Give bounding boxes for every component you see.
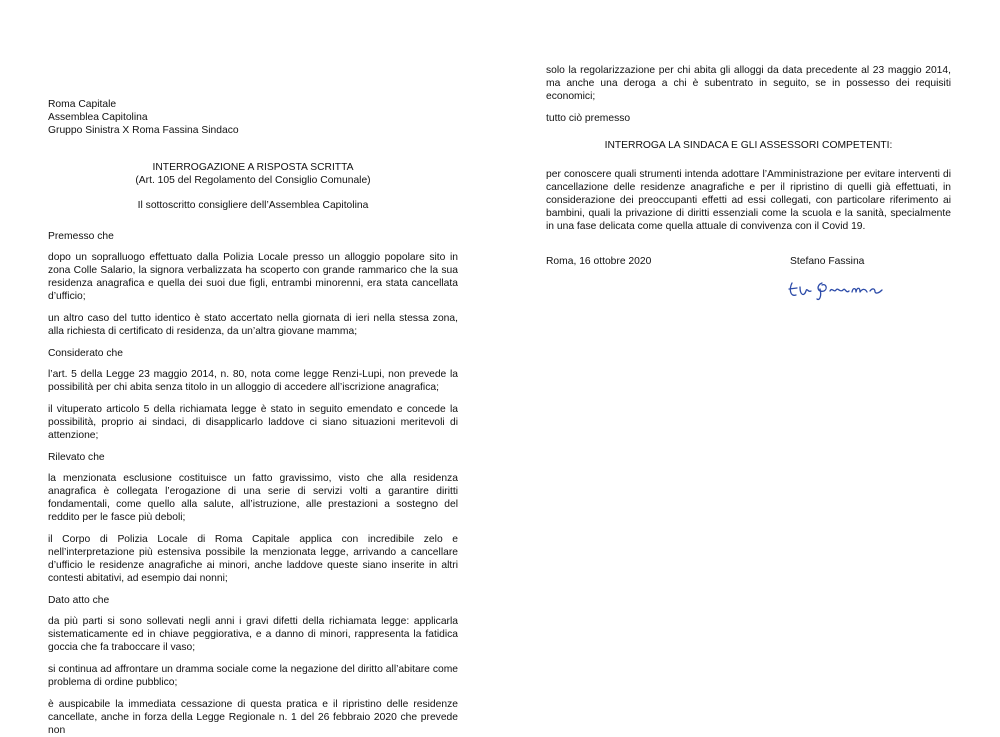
document-subtitle: (Art. 105 del Regolamento del Consiglio Comunale) — [135, 175, 371, 186]
signer-intro: Il sottoscritto consigliere dell’Assemblea Capitolina — [137, 200, 369, 211]
document-title-block — [48, 161, 458, 212]
rilevato-paragraph-1: la menzionata esclusione costituisce un fatto gravissimo, visto che alla residenza anagrafica è collegata l’erogazione di una serie di servizi volti a garantire diritti fondamentali, come quello alla salute, all’istruzione, alle prestazioni a sostegno del reddito per le fasce più deboli; — [48, 473, 458, 523]
request-paragraph: per conoscere quali strumenti intenda adottare l’Amministrazione per evitare interventi di cancellazione delle residenze anagrafiche e per il ripristino di quelli già effettuati, in considerazione dei preoccupanti effetti ad essi collegati, con particolare riferimento ai bambini, quali la privazione di diritti essenziali come la scuola e la sanità, specialmente in una fase delicata come quella attuale di convivenza con il Covid 19. — [546, 169, 951, 232]
heading-dato-atto: Dato atto che — [48, 595, 110, 606]
considerato-paragraph-2: il vituperato articolo 5 della richiamata legge è stato in seguito emendato e concede la possibilità, proprio ai sindaci, di disapplicarlo laddove ci siano situazioni meritevoli di attenzione; — [48, 404, 458, 441]
letterhead-line-2: Assemblea Capitolina — [48, 112, 148, 123]
considerato-paragraph-1: l’art. 5 della Legge 23 maggio 2014, n. 80, nota come legge Renzi-Lupi, non prevede la possibilità per chi abita senza titolo in un alloggio di accedere all’iscrizione anagrafica; — [48, 369, 458, 393]
tutto-premesso: tutto ciò premesso — [546, 113, 631, 124]
place-date: Roma, 16 ottobre 2020 — [546, 256, 652, 267]
right-column — [546, 64, 951, 269]
document-title: INTERROGAZIONE A RISPOSTA SCRITTA — [152, 162, 354, 173]
signer-name: Stefano Fassina — [790, 256, 865, 267]
dato-atto-paragraph-3: è auspicabile la immediata cessazione di questa pratica e il ripristino delle residenze cancellate, anche in forza della Legge Regionale n. 1 del 26 febbraio 2020 che prevede non — [48, 699, 458, 736]
dato-atto-paragraph-2: si continua ad affrontare un dramma sociale come la negazione del diritto all’abitare come problema di ordine pubblico; — [48, 664, 458, 688]
rilevato-paragraph-2: il Corpo di Polizia Locale di Roma Capitale applica con incredibile zelo e nell’interpretazione più estensiva possibile la menzionata legge, arrivando a cancellare d’ufficio le residenze anagrafiche ai minori, anche laddove queste siano inserite in altri contesti abitativi, ad esempio dai nonni; — [48, 534, 458, 584]
premesso-paragraph-1: dopo un sopralluogo effettuato dalla Polizia Locale presso un alloggio popolare sito in zona Colle Salario, la signora verbalizzata ha scoperto con grande rammarico che la sua residenza anagrafica e quella dei suoi due figli, entrambi minorenni, era stata cancellata d’ufficio; — [48, 252, 458, 302]
interroga-heading: INTERROGA LA SINDACA E GLI ASSESSORI COMPETENTI: — [604, 140, 893, 151]
heading-premesso: Premesso che — [48, 231, 114, 242]
signature-row — [546, 255, 951, 269]
heading-considerato: Considerato che — [48, 348, 123, 359]
letterhead-line-3: Gruppo Sinistra X Roma Fassina Sindaco — [48, 125, 239, 136]
premesso-paragraph-2: un altro caso del tutto identico è stato accertato nella giornata di ieri nella stessa zona, alla richiesta di certificato di residenza, da un’altra giovane mamma; — [48, 313, 458, 337]
left-column — [48, 98, 458, 737]
dato-atto-paragraph-1: da più parti si sono sollevati negli anni i gravi difetti della richiamata legge: applicarla sistematicamente ed in chiave peggiorativa, e a danno di minori, rappresenta la fatidica goccia che fa traboccare il vaso; — [48, 616, 458, 653]
heading-rilevato: Rilevato che — [48, 452, 105, 463]
letterhead-line-1: Roma Capitale — [48, 99, 117, 110]
letterhead — [48, 98, 458, 137]
continuation-paragraph: solo la regolarizzazione per chi abita gli alloggi da data precedente al 23 maggio 2014, ma anche una deroga a chi è subentrato in seguito, se in possesso dei requisiti economici; — [546, 65, 951, 102]
handwritten-signature — [786, 275, 896, 303]
